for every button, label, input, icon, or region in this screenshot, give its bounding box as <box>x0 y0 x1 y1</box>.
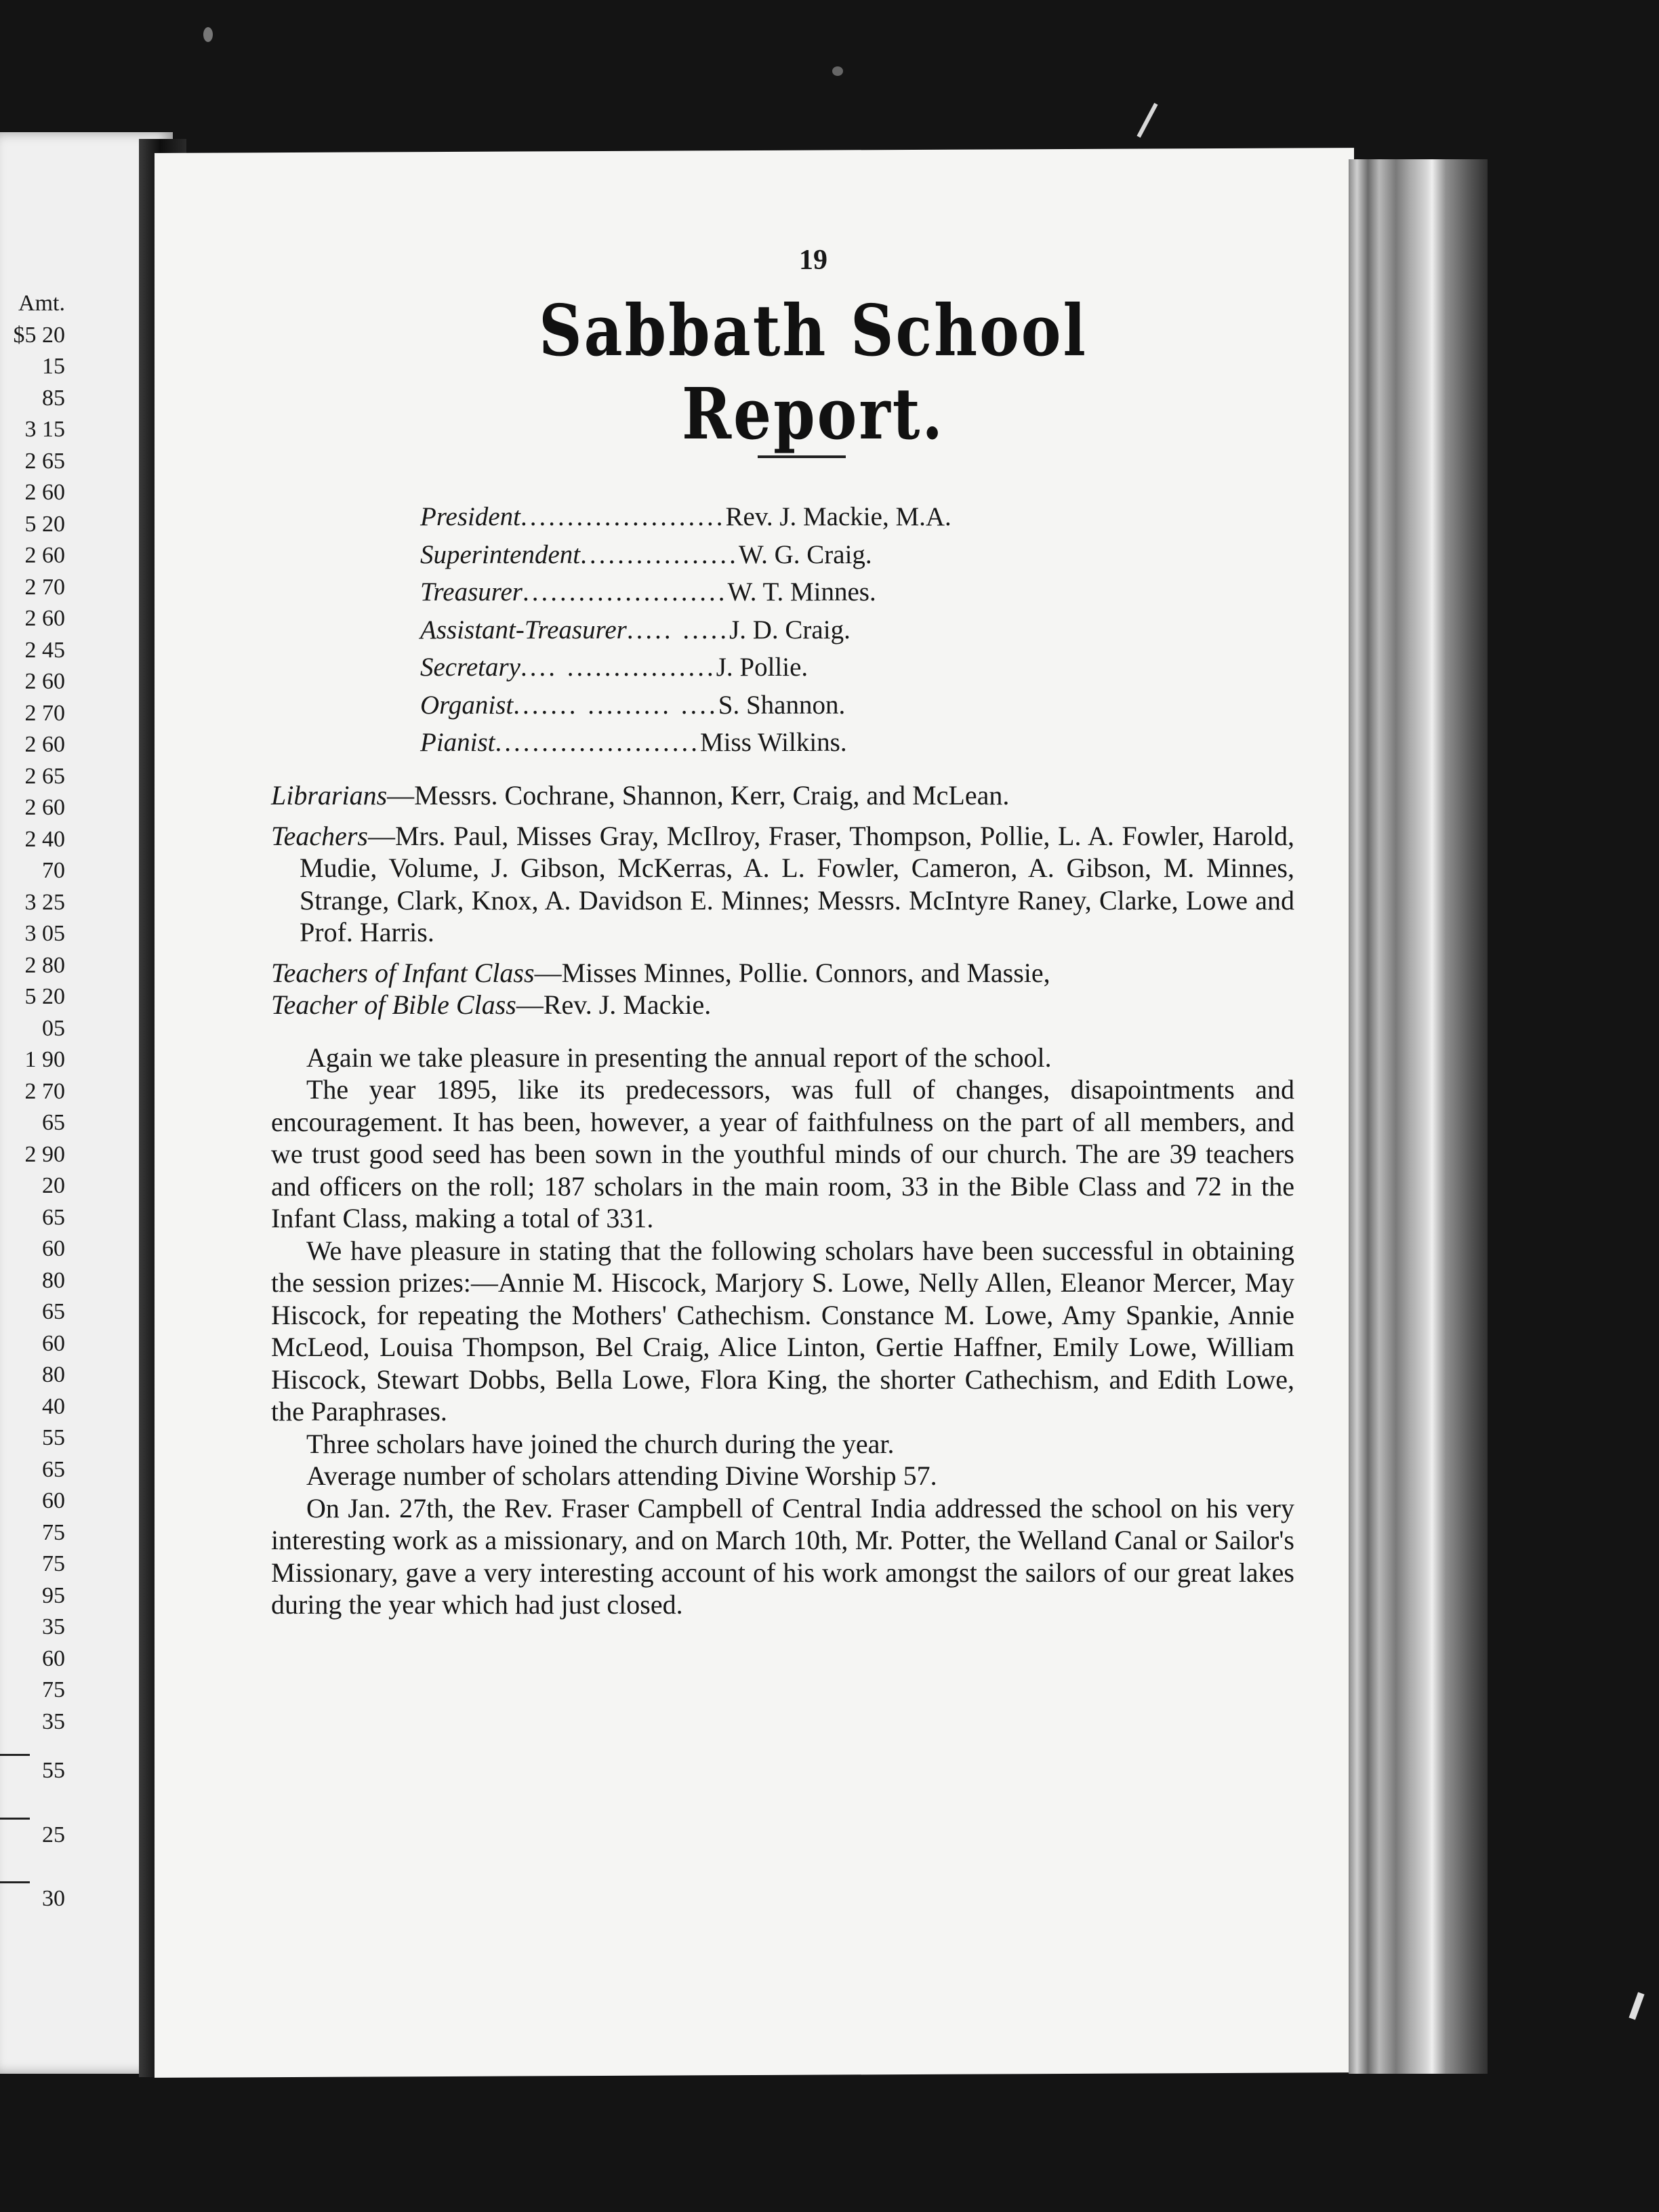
amount-row: 2 90 <box>24 1141 65 1167</box>
amount-row: 35 <box>42 1614 65 1639</box>
amount-row: 80 <box>42 1362 65 1387</box>
amount-row: 5 20 <box>24 984 65 1009</box>
teachers-text: —Mrs. Paul, Misses Gray, McIlroy, Fraser, Thompson, Pollie, L. A. Fowler, Harold, Mudie, Volume, J. Gibson, McKerras, A. L. Fowler, Cameron, A. Gibson, M. Minnes, Strange, Clark, Knox, A. Davidson E. Minnes; Messrs. McIntyre Raney, Clarke, Lowe and Prof. Harris. <box>300 820 1294 947</box>
amount-row: 80 <box>42 1267 65 1293</box>
officer-role: President <box>420 502 521 531</box>
officer-name: Rev. J. Mackie, M.A. <box>725 502 951 531</box>
officer-role: Pianist <box>420 728 495 757</box>
librarians-entry <box>271 779 1294 812</box>
report-paragraph: On Jan. 27th, the Rev. Fraser Campbell of Central India addressed the school on his very interesting work as a missionary, and on March 10th, Mr. Potter, the Welland Canal or Sailor's Missionary, gave a very interesting account of his work amongst the sailors of our great lakes during the year which had just closed. <box>271 1492 1294 1620</box>
amount-column-header: Amt. <box>18 291 65 316</box>
amount-total: 30 <box>42 1886 65 1911</box>
amount-row: 95 <box>42 1582 65 1608</box>
amount-row: 15 <box>42 354 65 379</box>
officer-row <box>420 687 1233 724</box>
amount-row: 2 40 <box>24 826 65 852</box>
leader-dots: ..... ..... <box>626 615 730 644</box>
amount-row: 70 <box>42 858 65 883</box>
report-paragraph: Average number of scholars attending Divine Worship 57. <box>306 1460 937 1491</box>
dust-speck <box>832 66 843 76</box>
bible-class-label: Teacher of Bible Class <box>271 989 516 1020</box>
amount-row: 2 60 <box>24 543 65 568</box>
officer-row <box>420 573 1233 611</box>
amount-row: 2 60 <box>24 480 65 505</box>
amount-row: 65 <box>42 1299 65 1324</box>
report-paragraph: We have pleasure in stating that the following scholars have been successful in obtaining the session prizes:—Annie M. Hiscock, Marjory S. Lowe, Nelly Allen, Eleanor Mercer, May Hiscock, for repeating the Mothers' Cathechism. Constance M. Lowe, Amy Spankie, Annie McLeod, Louisa Thompson, Bel Craig, Alice Linton, Gertie Haffner, Emily Lowe, William Hiscock, Stewart Dobbs, Bella Lowe, Flora King, the shorter Cathechism, and Edith Lowe, the Paraphrases. <box>271 1235 1294 1427</box>
infant-class-label: Teachers of Infant Class <box>271 957 535 988</box>
officer-name: J. Pollie. <box>716 653 808 682</box>
amount-row: 35 <box>42 1708 65 1734</box>
amount-row: 65 <box>42 1110 65 1135</box>
infant-class-text: —Misses Minnes, Pollie. Connors, and Massie, <box>534 957 1050 988</box>
officers-list <box>420 498 1233 762</box>
amount-row: 2 65 <box>24 448 65 474</box>
amount-row: 2 70 <box>24 700 65 726</box>
report-paragraph: Three scholars have joined the church during the year. <box>306 1428 895 1459</box>
amount-row: 2 60 <box>24 669 65 694</box>
officer-row <box>420 536 1233 574</box>
amount-row: 5 20 <box>24 511 65 537</box>
infant-class-entry <box>271 957 1294 989</box>
amount-list <box>0 320 65 1738</box>
amount-row: 60 <box>42 1236 65 1261</box>
amount-row: 65 <box>42 1456 65 1482</box>
page-edges <box>1349 159 1488 2074</box>
dust-speck <box>1136 103 1158 138</box>
amount-subtotal: 25 <box>42 1822 65 1847</box>
officer-role: Secretary <box>420 653 520 682</box>
amount-rule <box>0 1881 30 1883</box>
amount-row: 75 <box>42 1551 65 1576</box>
amount-row: 60 <box>42 1645 65 1671</box>
officer-role: Superintendent <box>420 539 581 569</box>
amount-row: 2 70 <box>24 574 65 600</box>
amount-rule <box>0 1754 30 1756</box>
dust-speck <box>1629 1992 1644 2020</box>
officer-name: W. T. Minnes. <box>727 577 876 607</box>
leader-dots: ....... ......... .... <box>513 690 718 720</box>
amount-row: 2 70 <box>24 1078 65 1104</box>
amount-row: 60 <box>42 1330 65 1356</box>
left-page-amount-column <box>0 288 65 1915</box>
officer-row <box>420 649 1233 687</box>
leader-dots: ...................... <box>522 577 728 607</box>
report-body <box>271 779 1294 1621</box>
amount-row: $5 20 <box>13 322 65 348</box>
amount-row: 20 <box>42 1173 65 1198</box>
officer-row <box>420 498 1233 536</box>
amount-row: 40 <box>42 1393 65 1419</box>
dust-speck <box>203 27 213 42</box>
title-rule <box>758 455 846 458</box>
bible-class-entry <box>271 989 1294 1021</box>
officer-name: Miss Wilkins. <box>700 728 847 757</box>
librarians-text: —Messrs. Cochrane, Shannon, Kerr, Craig, and McLean. <box>387 780 1010 811</box>
amount-subtotal: 55 <box>42 1758 65 1783</box>
leader-dots: ................. <box>580 539 739 569</box>
amount-row: 60 <box>42 1488 65 1513</box>
leader-dots: ...................... <box>520 502 726 531</box>
bible-class-text: —Rev. J. Mackie. <box>516 989 712 1020</box>
amount-row: 75 <box>42 1677 65 1702</box>
page-number: 19 <box>799 245 827 276</box>
amount-rule <box>0 1818 30 1820</box>
teachers-label: Teachers <box>271 820 368 851</box>
amount-row: 2 65 <box>24 763 65 789</box>
officer-name: J. D. Craig. <box>729 615 851 644</box>
amount-row: 2 80 <box>24 952 65 978</box>
officer-name: S. Shannon. <box>718 690 846 720</box>
amount-row: 1 90 <box>24 1047 65 1072</box>
librarians-label: Librarians <box>271 780 388 811</box>
amount-row: 3 25 <box>24 889 65 915</box>
amount-row: 75 <box>42 1519 65 1545</box>
amount-row: 2 60 <box>24 606 65 631</box>
officer-role: Treasurer <box>420 577 523 607</box>
officer-role: Assistant-Treasurer <box>420 615 627 644</box>
leader-dots: .... ................ <box>520 653 716 682</box>
report-title: Sabbath School Report. <box>539 289 1088 455</box>
amount-row: 65 <box>42 1204 65 1230</box>
amount-row: 05 <box>42 1015 65 1041</box>
amount-row: 55 <box>42 1425 65 1450</box>
teachers-entry <box>271 820 1294 949</box>
amount-row: 2 60 <box>24 795 65 820</box>
officer-name: W. G. Craig. <box>738 539 872 569</box>
report-paragraph: The year 1895, like its predecessors, was full of changes, disapointments and encouragement. It has been, however, a year of faithfulness on the part of all members, and we trust good seed has been sown in the youthful minds of our church. The are 39 teachers and officers on the roll; 187 scholars in the main room, 33 in the Bible Class and 72 in the Infant Class, making a total of 331. <box>271 1074 1294 1233</box>
amount-row: 2 60 <box>24 732 65 757</box>
officer-row <box>420 724 1233 762</box>
officer-row <box>420 611 1233 649</box>
report-paragraph: Again we take pleasure in presenting the annual report of the school. <box>306 1042 1052 1073</box>
officer-role: Organist <box>420 690 514 720</box>
amount-row: 85 <box>42 385 65 411</box>
amount-row: 3 05 <box>24 921 65 946</box>
amount-row: 3 15 <box>24 417 65 442</box>
amount-row: 2 45 <box>24 637 65 663</box>
leader-dots: ...................... <box>495 728 701 757</box>
